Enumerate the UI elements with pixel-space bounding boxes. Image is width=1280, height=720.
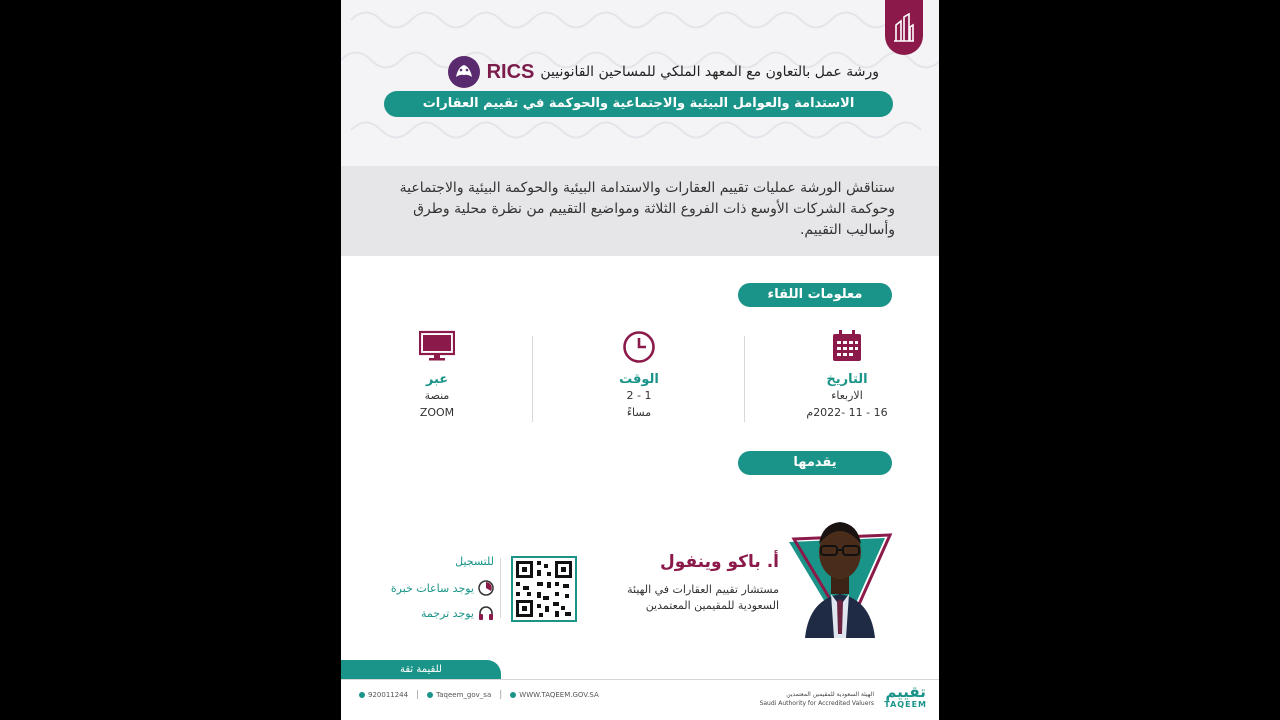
clock-icon (622, 330, 656, 364)
info-divider (744, 336, 745, 422)
social-handle: Taqeem_gov_sa (436, 691, 492, 699)
registration-label: للتسجيل (455, 555, 494, 568)
date-title: التاريخ (826, 372, 868, 387)
registration-qr-code[interactable] (511, 556, 577, 622)
time-range: 1 - 2 (626, 389, 652, 402)
feature-translation (421, 605, 494, 621)
description-text: ستناقش الورشة عمليات تقييم العقارات والاستدامة البيئية والحوكمة البيئية والاجتماعية وحوكمة الشركات الأوسع ذات الفروع الثلاثة ومواضيع التقييم من نظرة محلية وطرق وأساليب التقييم. (399, 180, 895, 238)
website-contact[interactable] (510, 691, 599, 699)
authority-name (760, 690, 874, 708)
platform-line2: ZOOM (419, 406, 455, 419)
taqeem-logo-ar: تقييم (885, 683, 926, 701)
monitor-icon (419, 330, 455, 362)
authority-name-en: Saudi Authority for Accredited Valuers (759, 700, 874, 707)
speaker-photo (785, 498, 895, 638)
date-day: الاربعاء (831, 389, 863, 402)
phone-icon (359, 692, 365, 698)
platform-title: عبر (425, 372, 449, 387)
time-title: الوقت (619, 372, 659, 387)
contact-separator: | (416, 690, 420, 700)
social-contact[interactable] (427, 691, 491, 699)
taqeem-logo (884, 684, 927, 709)
phone-number: 920011244 (368, 691, 409, 699)
slogan-tab: للقيمة ثقة (341, 660, 501, 679)
hourglass-clock-icon (478, 580, 494, 596)
headline-text: ورشة عمل بالتعاون مع المعهد الملكي للمساحين القانونيين (540, 64, 879, 80)
footer-divider (341, 679, 939, 680)
calendar-icon (832, 330, 862, 362)
rics-lion-logo (447, 55, 481, 89)
feature-experience-text: يوجد ساعات خبرة (390, 581, 474, 595)
feature-experience-hours (391, 580, 494, 596)
date-info (787, 330, 907, 421)
taqeem-logo-en: TAQEEM (884, 700, 927, 709)
social-icon (427, 692, 433, 698)
footer-contacts (359, 690, 599, 700)
taqeem-tab-logo (885, 0, 923, 55)
info-divider (532, 336, 533, 422)
time-info (579, 330, 699, 421)
workshop-title: الاستدامة والعوامل البيئية والاجتماعية والحوكمة في تقييم العقارات (384, 91, 893, 117)
meeting-info-heading: معلومات اللقاء (738, 283, 892, 307)
speaker-name: أ. باكو وينفول (660, 552, 779, 572)
platform-line1: منصة (424, 389, 450, 402)
website-url: WWW.TAQEEM.GOV.SA (519, 691, 599, 699)
qr-divider (500, 558, 501, 618)
phone-contact[interactable] (359, 691, 408, 699)
platform-info (377, 330, 497, 421)
description-band (341, 166, 939, 256)
time-period: مساءً (626, 406, 652, 419)
date-value: 16 - 11 -2022م (806, 406, 888, 419)
workshop-poster (341, 0, 939, 720)
qr-code-icon (513, 558, 575, 620)
contact-separator: | (499, 690, 503, 700)
feature-translation-text: يوجد ترجمة (420, 606, 474, 620)
partnership-headline (447, 55, 879, 89)
speaker-role: مستشار تقييم العقارات في الهيئة السعودية للمقيمين المعتمدين (627, 583, 779, 612)
headphones-icon (478, 605, 494, 621)
globe-icon (510, 692, 516, 698)
authority-name-ar: الهيئة السعودية للمقيمين المعتمدين (786, 691, 874, 698)
rics-wordmark: RICS (486, 60, 535, 83)
presenter-heading: يقدمها (738, 451, 892, 475)
building-logo-icon (893, 13, 915, 43)
